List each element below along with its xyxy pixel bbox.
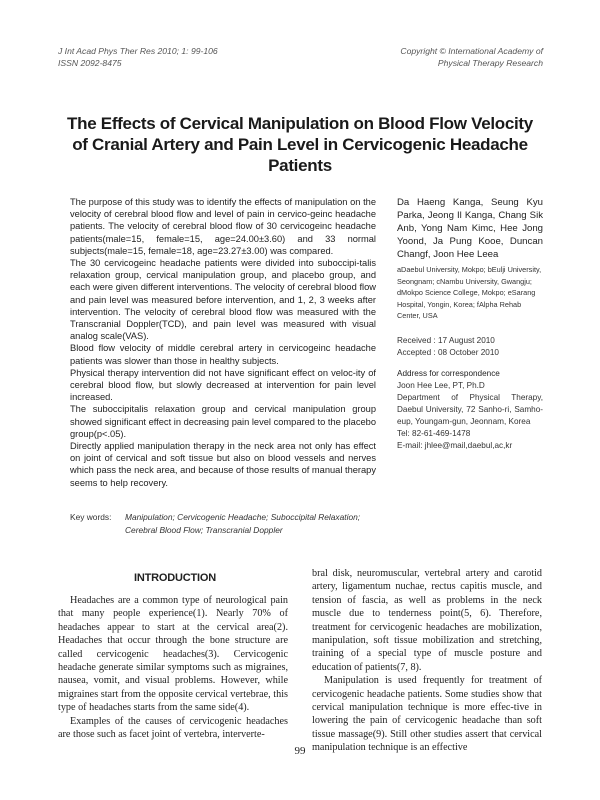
- author-list: Da Haeng Kanga, Seung Kyu Parka, Jeong Il Kanga, Chang Sik Anb, Yong Nam Kimc, Hee Jong Yoond, Ja Pung Kooe, Duncan Changf, Joon Hee Leea: [397, 197, 543, 260]
- correspondence: [397, 368, 543, 452]
- abstract-paragraph: Directly applied manipulation therapy in the neck area not only has effect on joint of cervical and soft tissue but also on blood vessels and nerves which pass the neck area, and because of those results of manual therapy seems to help recovery.: [70, 441, 376, 488]
- section-heading: INTRODUCTION: [134, 572, 216, 584]
- received-date: Received : 17 August 2010: [397, 336, 495, 345]
- body-column-right: [312, 567, 542, 755]
- correspondence-name: Joon Hee Lee, PT, Ph.D: [397, 381, 485, 390]
- copyright-notice: [400, 46, 543, 69]
- correspondence-tel: Tel: 82-61-469-1478: [397, 429, 471, 438]
- journal-citation: [58, 46, 218, 69]
- page-number: 99: [294, 745, 306, 757]
- affiliations: aDaebul University, Mokpo; bEulji University, Seongnam; cNambu University, Gwangju; dMokpo Science College, Mokpo; eSarang Hospital, Yongin, Korea; fAlpha Rehab Center, USA: [397, 265, 542, 320]
- abstract-paragraph: The suboccipitalis relaxation group and cervical manipulation group showed significant effect in decreasing pain level compared to the placebo group(p<.05).: [70, 404, 376, 439]
- copyright-holder-line: Physical Therapy Research: [437, 57, 543, 68]
- correspondence-email: E-mail: jhlee@mail,daebul,ac,kr: [397, 441, 513, 450]
- keywords-text: Manipulation; Cervicogenic Headache; Suboccipital Relaxation; Cerebral Blood Flow; Transcranial Doppler: [125, 512, 361, 535]
- copyright-line: Copyright © International Academy of: [400, 46, 543, 56]
- abstract-paragraph: Blood flow velocity of middle cerebral artery in cervicogeinc headache patients was slower than those in healthy subjects.: [70, 343, 376, 366]
- abstract-paragraph: The 30 cervicogeinc headache patients were divided into suboccipi-talis relaxation group, cervical manipulation group, and placebo group, and each were given different interventions. The velocity of cerebral blood flow and pain level was measured before intervention, and 1, 2, 3 weeks after intervention. The velocity of cerebral blood flow was measured with the Transcranial Doppler(TCD), and pain level was measured with visual analog scale(VAS).: [70, 258, 376, 342]
- body-paragraph: bral disk, neuromuscular, vertebral artery and carotid artery, ligamentum nuchae, rectus capitis muscle, and tension of fascia, as well as problems in the neck muscle due to tenderness point(5, 6). Therefore, treatment for cervicogenic headaches are mobilization, manipulation, soft tissue mobilization and stretching, training of a special type of muscle posture and education of patients(7, 8).: [312, 568, 542, 673]
- keywords-label: Key words:: [70, 512, 112, 522]
- journal-citation-line: J Int Acad Phys Ther Res 2010; 1: 99-106: [58, 46, 218, 56]
- body-paragraph: Manipulation is used frequently for treatment of cervicogenic headache patients. Some studies show that cervical manipulation technique is more effec-tive in lowering the pain of cervicogenic headache than soft tissue massage(9). Still other studies assert that cervical manipulation technique is an effective: [312, 675, 542, 754]
- article-title: The Effects of Cervical Manipulation on Blood Flow Velocity of Cranial Artery and Pain Level in Cervicogenic Headache Patients: [67, 114, 533, 175]
- issn-line: ISSN 2092-8475: [58, 57, 122, 68]
- article-dates: [397, 335, 543, 359]
- abstract: [70, 196, 376, 489]
- accepted-date: Accepted : 08 October 2010: [397, 348, 499, 357]
- abstract-paragraph: The purpose of this study was to identify the effects of manipulation on the velocity of cerebral blood flow and level of pain in cervico-geinc headache patients. The velocity of cerebral blood flow of 30 cervicogeinc headache patients(male=15, female=15, age=24.00±3.60) and 33 normal subjects(male=15, female=18, age=23.27±3.00) was compared.: [70, 197, 376, 256]
- body-paragraph: Examples of the causes of cervicogenic headaches are those such as facet joint of vertebra, interverte-: [58, 715, 288, 741]
- abstract-paragraph: Physical therapy intervention did not have significant effect on veloc-ity of cerebral blood flow, but slowly decreased at intervention for pain level increased.: [70, 367, 376, 403]
- body-column-left: [58, 594, 288, 741]
- correspondence-address: Department of Physical Therapy, Daebul University, 72 Sanho-ri, Samho-eup, Youngam-gun, Jeonnam, Korea: [397, 393, 543, 426]
- body-paragraph: Headaches are a common type of neurological pain that many people experience(1). Nearly 70% of headaches appear to start at the cervical area(2). Headaches that occur through the bone structure are called cervicogenic headaches(3). Cervicogenic headache generate similar symptoms such as migraines, nausea, vomit, and visual problems. However, while migraines start from the opposite cervical vertebrae, this type of headaches starts from the same side(4).: [58, 595, 288, 714]
- correspondence-label: Address for correspondence: [397, 369, 500, 378]
